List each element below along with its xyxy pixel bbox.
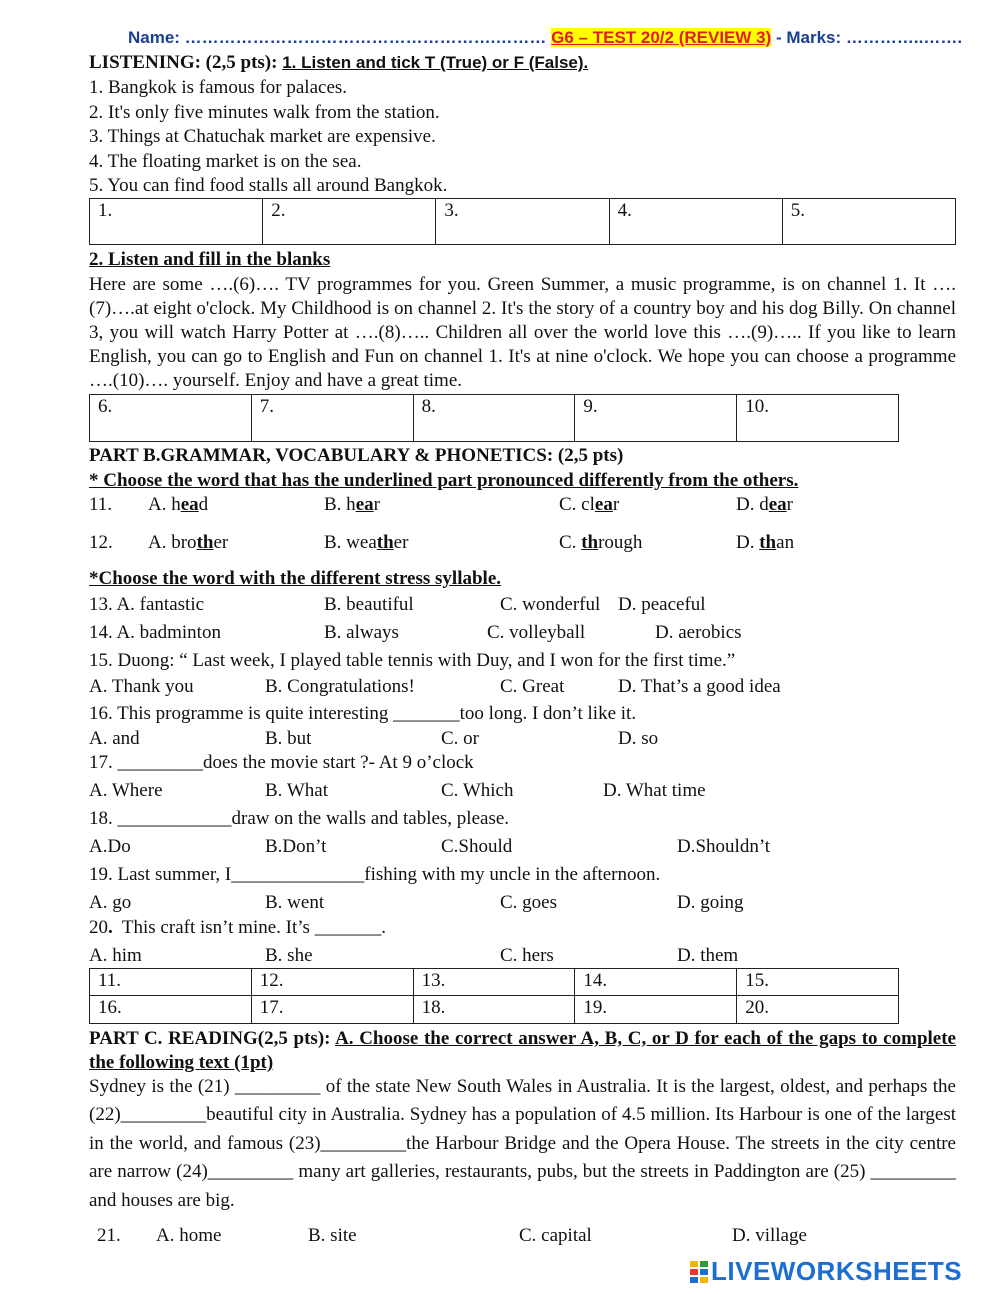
q12-option-c[interactable]: C. through [559, 532, 643, 553]
q12-option-b[interactable]: B. weather [324, 532, 409, 553]
q20-option-b[interactable]: B. she [265, 945, 313, 966]
answer-cell[interactable]: 6. [90, 395, 252, 442]
statement-5: 5. You can find food stalls all around Bangkok. [89, 175, 448, 196]
listening-task1: 1. Listen and tick T (True) or F (False). [282, 53, 589, 72]
q20-option-d[interactable]: D. them [677, 945, 739, 966]
statement-1: 1. Bangkok is famous for palaces. [89, 77, 348, 98]
stress-instruction: *Choose the word with the different stress syllable. [89, 568, 501, 589]
q12-number: 12. [89, 532, 113, 553]
q15-stem: 15. Duong: “ Last week, I played table tennis with Duy, and I won for the first time.” [89, 650, 736, 671]
liveworksheets-logo [690, 1256, 962, 1287]
answer-table-3 [89, 968, 899, 1024]
answer-cell[interactable]: 8. [413, 395, 575, 442]
q17-option-c[interactable]: C. Which [441, 780, 514, 801]
test-title: G6 – TEST 20/2 (REVIEW 3) [551, 28, 772, 47]
listening-heading [89, 51, 588, 75]
answer-cell[interactable]: 15. [737, 969, 899, 996]
answer-cell[interactable]: 19. [575, 996, 737, 1024]
q21-option-d[interactable]: D. village [732, 1225, 807, 1246]
q19-option-c[interactable]: C. goes [500, 892, 557, 913]
q16-stem: 16. This programme is quite interesting _______too long. I don’t like it. [89, 703, 637, 724]
q20-stem: 20. This craft isn’t mine. It’s _______. [89, 917, 386, 938]
header-line [128, 26, 962, 50]
answer-cell[interactable]: 16. [90, 996, 252, 1024]
q17-stem: 17. _________does the movie start ?- At 9 o’clock [89, 752, 474, 773]
q15-option-c[interactable]: C. Great [500, 676, 565, 697]
answer-cell[interactable]: 13. [413, 969, 575, 996]
answer-table-2 [89, 394, 899, 442]
q19-option-d[interactable]: D. going [677, 892, 744, 913]
answer-cell[interactable]: 18. [413, 996, 575, 1024]
listening-title: LISTENING: (2,5 pts): [89, 52, 283, 73]
answer-cell[interactable]: 17. [251, 996, 413, 1024]
answer-cell[interactable]: 20. [737, 996, 899, 1024]
statement-2: 2. It's only five minutes walk from the station. [89, 102, 440, 123]
q21-number: 21. [97, 1225, 121, 1246]
answer-cell[interactable]: 12. [251, 969, 413, 996]
q15-option-d[interactable]: D. That’s a good idea [618, 676, 781, 697]
q19-option-a[interactable]: A. go [89, 892, 132, 913]
q12-option-a[interactable]: A. brother [148, 532, 229, 553]
q14-option-b[interactable]: B. always [324, 622, 399, 643]
q13-option-b[interactable]: B. beautiful [324, 594, 414, 615]
q15-option-b[interactable]: B. Congratulations! [265, 676, 415, 697]
answer-cell[interactable]: 7. [251, 395, 413, 442]
listening-task2: 2. Listen and fill in the blanks [89, 249, 331, 270]
q21-option-a[interactable]: A. home [156, 1225, 222, 1246]
q17-option-b[interactable]: B. What [265, 780, 328, 801]
q11-option-d[interactable]: D. dear [736, 494, 793, 515]
q13-option-d[interactable]: D. peaceful [618, 594, 706, 615]
part-c-instruction: A. Choose the correct answer A, B, C, or D for each of the gaps to complete the following text (1pt) [89, 1028, 956, 1073]
q16-option-a[interactable]: A. and [89, 728, 140, 749]
q11-option-b[interactable]: B. hear [324, 494, 380, 515]
q11-option-a[interactable]: A. head [148, 494, 209, 515]
q13-option-a[interactable]: 13. A. fantastic [89, 594, 205, 615]
statement-4: 4. The floating market is on the sea. [89, 151, 362, 172]
q20-option-c[interactable]: C. hers [500, 945, 554, 966]
answer-cell[interactable]: 4. [609, 199, 782, 245]
q16-option-d[interactable]: D. so [618, 728, 659, 749]
q11-number: 11. [89, 494, 113, 515]
q11-option-c[interactable]: C. clear [559, 494, 620, 515]
part-c-title: PART C. READING(2,5 pts): [89, 1028, 336, 1049]
q12-option-d[interactable]: D. than [736, 532, 795, 553]
answer-cell[interactable]: 3. [436, 199, 609, 245]
listening-passage: Here are some ….(6)…. TV programmes for you. Green Summer, a music programme, is on channel 1. It ….(7)….at eight o'clock. My Childhood is on channel 2. It's the story of a country boy and his dog Billy. On channel 3, you will watch Harry Potter at ….(8)….. Children all over the world love this ….(9)….. If you like to learn English, you can go to English and Fun on channel 1. It's at nine o'clock. We hope you can choose a programme ….(10)…. yourself. Enjoy and have a great time. [89, 274, 956, 391]
q18-option-a[interactable]: A.Do [89, 836, 131, 857]
answer-cell[interactable]: 11. [90, 969, 252, 996]
logo-text: LIVEWORKSHEETS [711, 1256, 963, 1286]
q13-option-c[interactable]: C. wonderful [500, 594, 601, 615]
reading-passage: Sydney is the (21) _________ of the state New South Wales in Australia. It is the largest, oldest, and perhaps the (22)_________beautiful city in Australia. Sydney has a population of 4.5 million. Its Harbour is one of the largest in the world, and famous (23)_________the Harbour Bridge and the Opera House. The streets in the city centre are narrow (24)_________ many art galleries, restaurants, pubs, but the streets in Paddington are (25) _________ and houses are big. [89, 1076, 956, 1211]
answer-cell[interactable]: 9. [575, 395, 737, 442]
answer-cell[interactable]: 10. [737, 395, 899, 442]
q16-option-b[interactable]: B. but [265, 728, 312, 749]
q20-option-a[interactable]: A. him [89, 945, 142, 966]
answer-cell[interactable]: 2. [263, 199, 436, 245]
q18-option-c[interactable]: C.Should [441, 836, 513, 857]
q15-option-a[interactable]: A. Thank you [89, 676, 194, 697]
q18-stem: 18. ____________draw on the walls and tables, please. [89, 808, 510, 829]
marks-field: - Marks: …………..……. [771, 28, 963, 47]
q19-stem: 19. Last summer, I______________fishing with my uncle in the afternoon. [89, 864, 661, 885]
part-b-title: PART B.GRAMMAR, VOCABULARY & PHONETICS: (2,5 pts) [89, 445, 624, 466]
q17-option-a[interactable]: A. Where [89, 780, 163, 801]
pron-instruction: * Choose the word that has the underlined part pronounced differently from the others. [89, 470, 799, 491]
answer-cell[interactable]: 5. [782, 199, 955, 245]
q21-option-c[interactable]: C. capital [519, 1225, 592, 1246]
answer-table-1 [89, 198, 956, 245]
q14-option-a[interactable]: 14. A. badminton [89, 622, 221, 643]
statement-3: 3. Things at Chatuchak market are expensive. [89, 126, 436, 147]
answer-cell[interactable]: 1. [90, 199, 263, 245]
q21-option-b[interactable]: B. site [308, 1225, 357, 1246]
liveworksheets-logo-icon [690, 1259, 708, 1283]
q14-option-c[interactable]: C. volleyball [487, 622, 586, 643]
q17-option-d[interactable]: D. What time [603, 780, 706, 801]
q19-option-b[interactable]: B. went [265, 892, 325, 913]
q18-option-b[interactable]: B.Don’t [265, 836, 327, 857]
part-c-heading [89, 1027, 956, 1075]
name-field: Name: ……………………………………………….……… [128, 28, 552, 47]
answer-cell[interactable]: 14. [575, 969, 737, 996]
q14-option-d[interactable]: D. aerobics [655, 622, 742, 643]
q16-option-c[interactable]: C. or [441, 728, 479, 749]
q18-option-d[interactable]: D.Shouldn’t [677, 836, 771, 857]
